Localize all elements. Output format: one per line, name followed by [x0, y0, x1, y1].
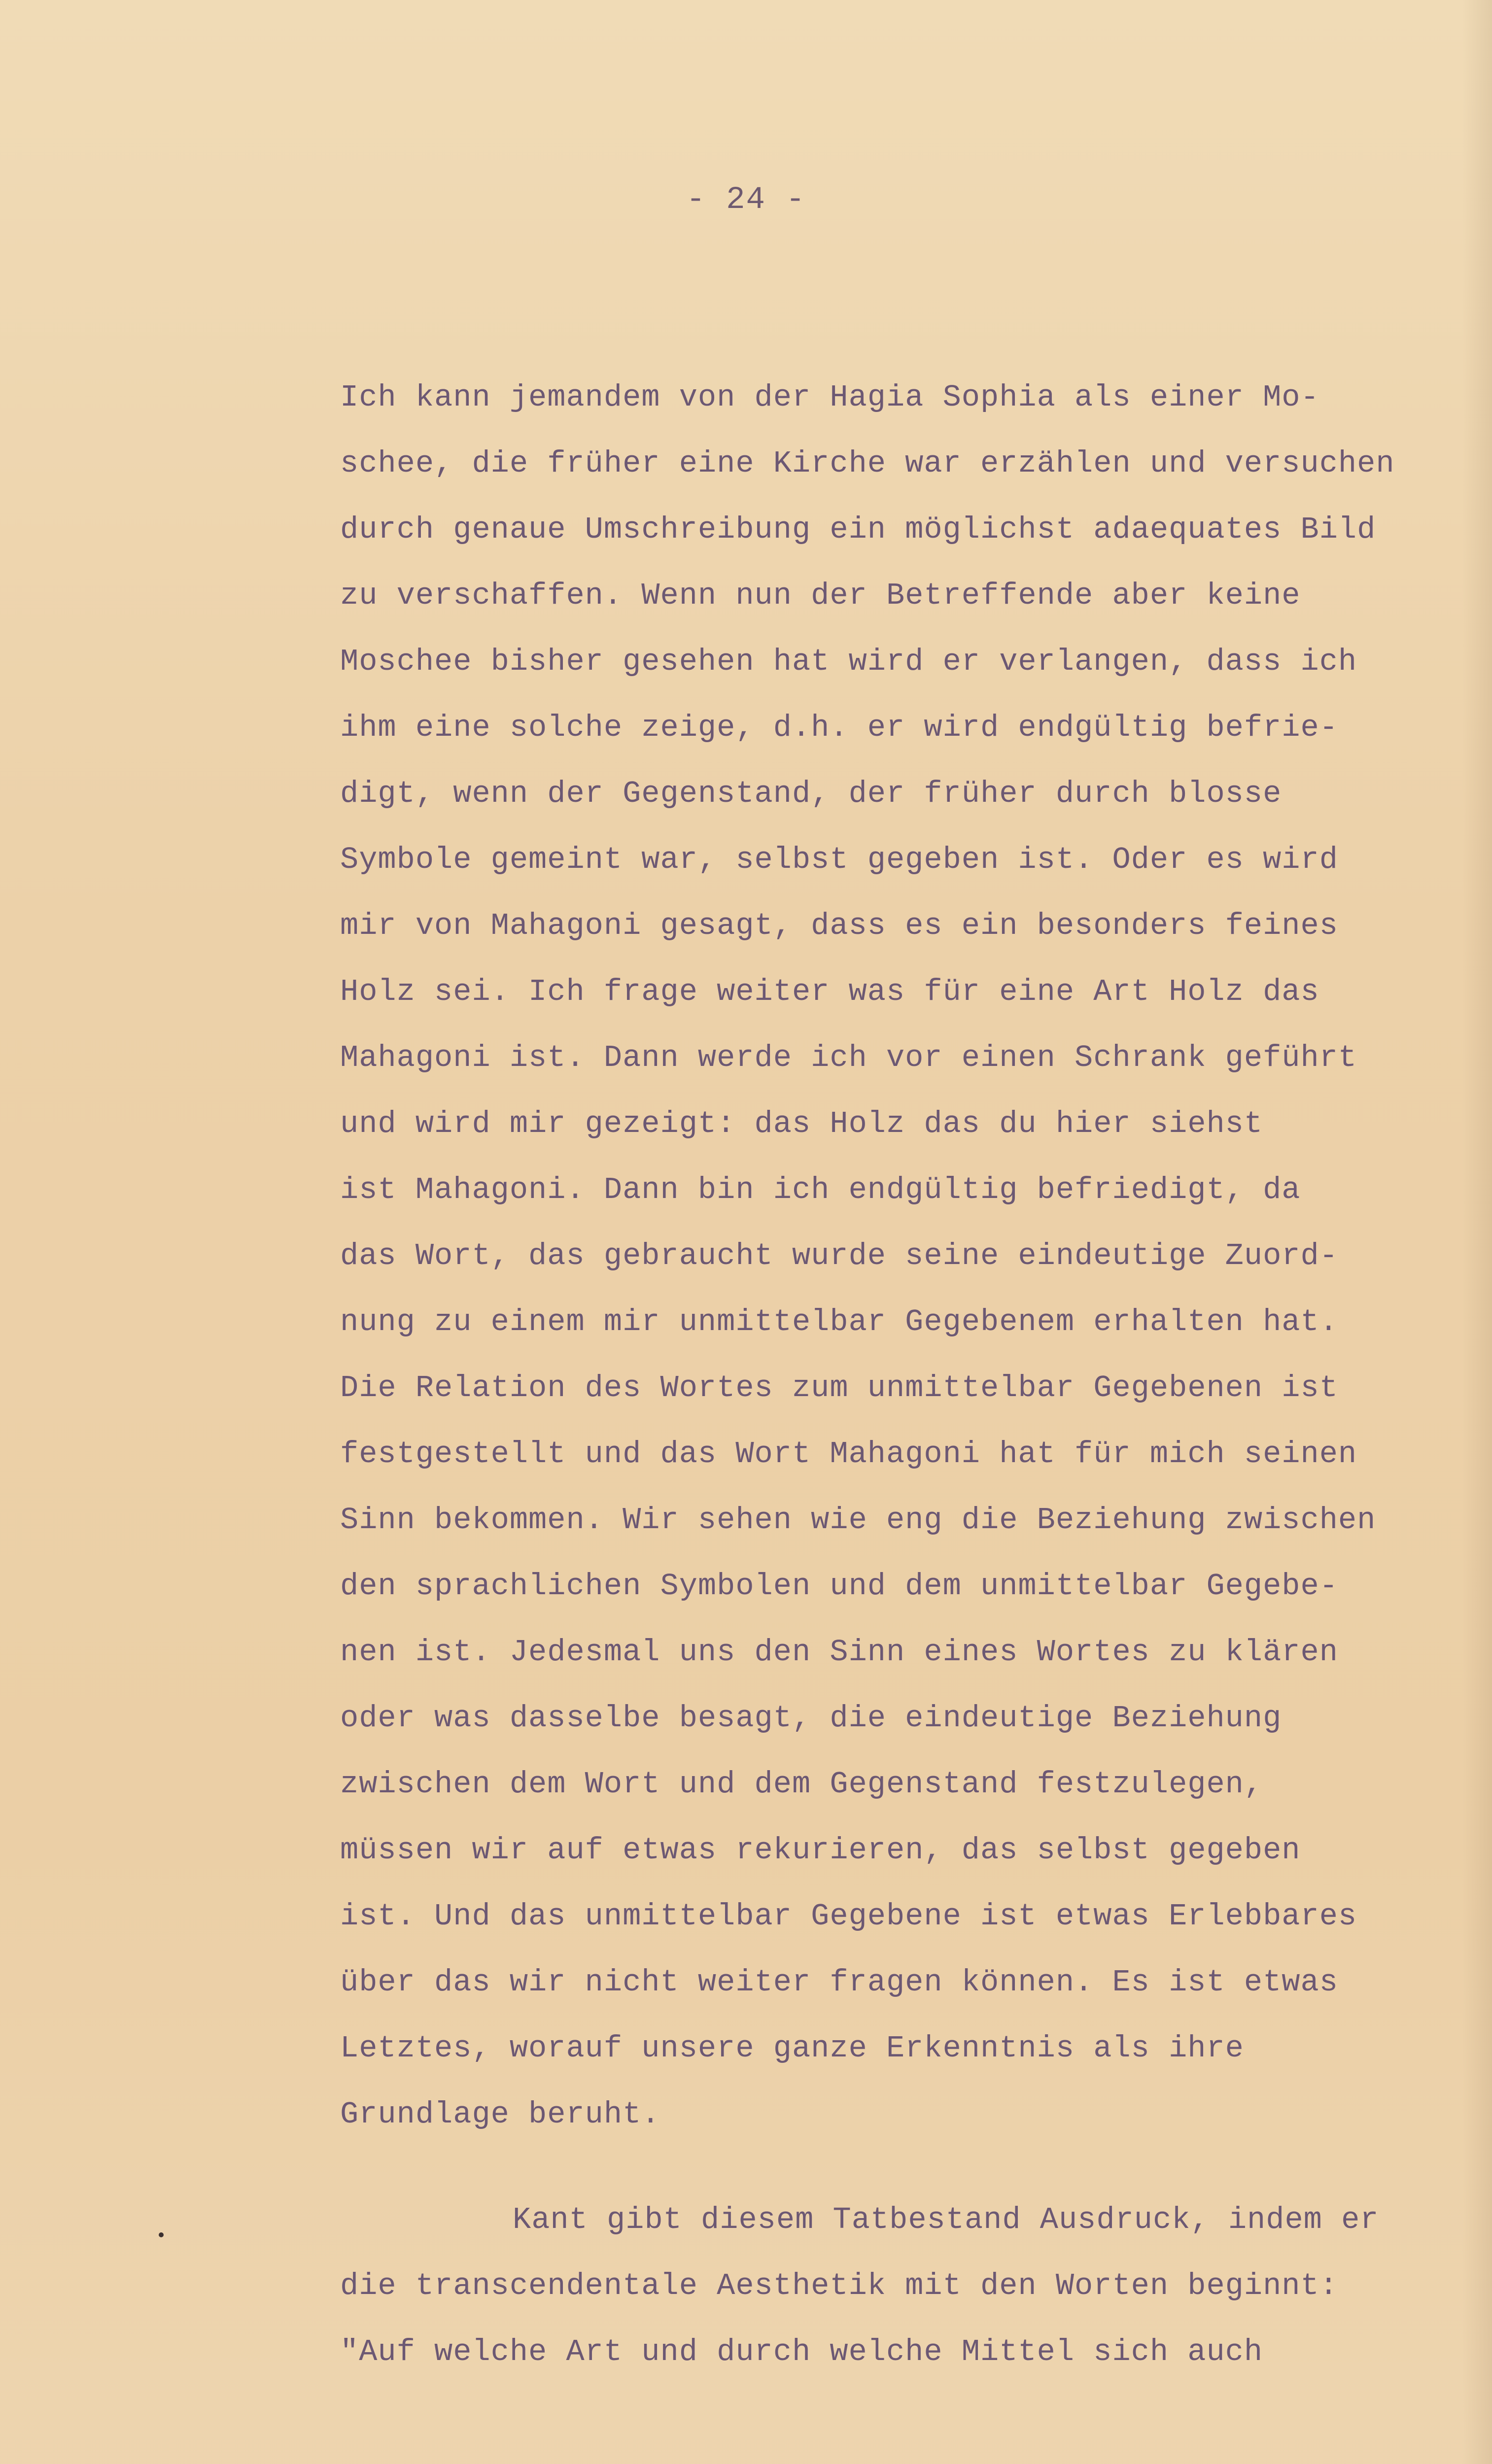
- text-line: über das wir nicht weiter fragen können. Es ist etwas: [340, 1965, 1338, 2000]
- text-line: "Auf welche Art und durch welche Mittel sich auch: [340, 2334, 1263, 2369]
- text-line: Letztes, worauf unsere ganze Erkenntnis als ihre: [340, 2031, 1244, 2066]
- text-line: Mahagoni ist. Dann werde ich vor einen Schrank geführt: [340, 1040, 1357, 1075]
- text-line: Grundlage beruht.: [340, 2097, 660, 2132]
- page-number: - 24 -: [686, 182, 806, 218]
- text-line: schee, die früher eine Kirche war erzählen und versuchen: [340, 446, 1395, 481]
- text-line: festgestellt und das Wort Mahagoni hat für mich seinen: [340, 1437, 1357, 1472]
- text-line: nung zu einem mir unmittelbar Gegebenem erhalten hat.: [340, 1304, 1338, 1339]
- text-line: Ich kann jemandem von der Hagia Sophia als einer Mo-: [340, 380, 1319, 415]
- text-line: durch genaue Umschreibung ein möglichst adaequates Bild: [340, 512, 1376, 547]
- text-line: Die Relation des Wortes zum unmittelbar Gegebenen ist: [340, 1370, 1338, 1405]
- body-text: [340, 365, 1469, 2385]
- text-line: den sprachlichen Symbolen und dem unmittelbar Gegebe-: [340, 1569, 1338, 1604]
- text-line: zwischen dem Wort und dem Gegenstand festzulegen,: [340, 1767, 1263, 1802]
- paragraph-gap: [340, 2148, 1469, 2187]
- text-line: ihm eine solche zeige, d.h. er wird endgültig befrie-: [340, 710, 1338, 745]
- text-line: Moschee bisher gesehen hat wird er verlangen, dass ich: [340, 644, 1357, 679]
- text-line: Holz sei. Ich frage weiter was für eine Art Holz das: [340, 974, 1319, 1009]
- text-line: Symbole gemeint war, selbst gegeben ist. Oder es wird: [340, 842, 1338, 877]
- text-line: und wird mir gezeigt: das Holz das du hier siehst: [340, 1106, 1263, 1141]
- text-line: müssen wir auf etwas rekurieren, das selbst gegeben: [340, 1833, 1301, 1868]
- text-line: zu verschaffen. Wenn nun der Betreffende aber keine: [340, 578, 1301, 613]
- text-line: nen ist. Jedesmal uns den Sinn eines Wortes zu klären: [340, 1635, 1338, 1670]
- paragraph-1: [340, 365, 1469, 2148]
- text-line: Sinn bekommen. Wir sehen wie eng die Beziehung zwischen: [340, 1503, 1376, 1538]
- text-line: mir von Mahagoni gesagt, dass es ein besonders feines: [340, 908, 1338, 943]
- ink-speck: [159, 2232, 164, 2237]
- text-line: das Wort, das gebraucht wurde seine eindeutige Zuord-: [340, 1238, 1338, 1273]
- text-line: ist Mahagoni. Dann bin ich endgültig befriedigt, da: [340, 1172, 1301, 1207]
- paragraph-2: [340, 2187, 1469, 2385]
- text-line: die transcendentale Aesthetik mit den Worten beginnt:: [340, 2268, 1338, 2303]
- text-line: digt, wenn der Gegenstand, der früher durch blosse: [340, 776, 1282, 811]
- text-line: oder was dasselbe besagt, die eindeutige Beziehung: [340, 1701, 1282, 1736]
- text-line: Kant gibt diesem Tatbestand Ausdruck, indem er: [513, 2202, 1379, 2237]
- text-line: ist. Und das unmittelbar Gegebene ist etwas Erlebbares: [340, 1899, 1357, 1934]
